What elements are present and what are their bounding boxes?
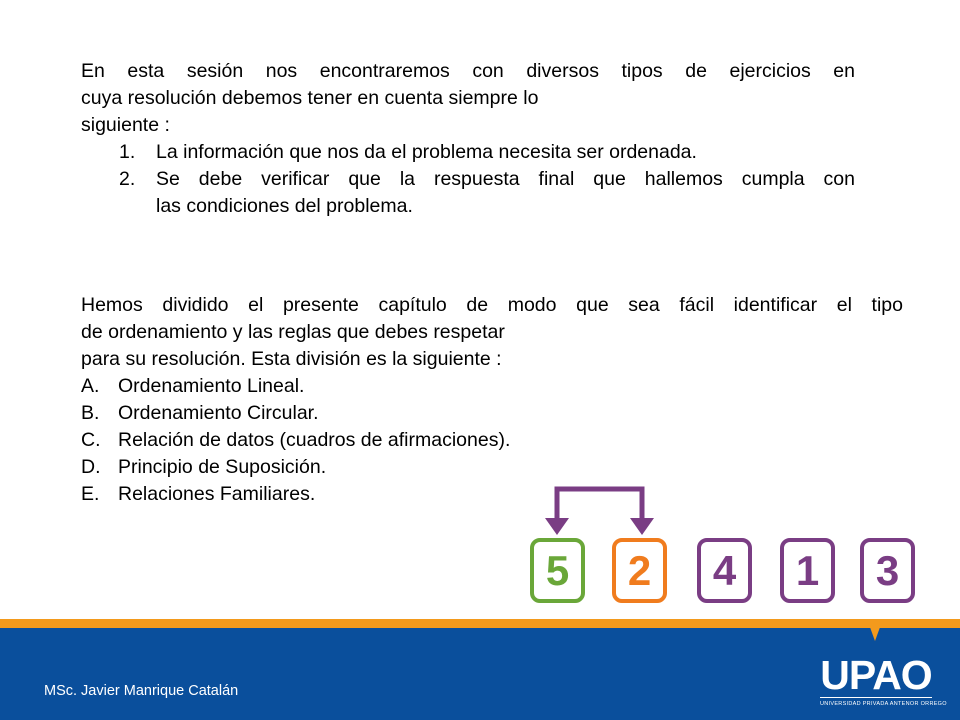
list-item-text: Ordenamiento Circular. xyxy=(118,402,319,424)
list-marker: 2. xyxy=(119,168,136,190)
footer-accent-notch xyxy=(867,619,883,641)
upao-logo xyxy=(820,652,947,708)
number-box-value: 4 xyxy=(712,546,737,594)
author-name: MSc. Javier Manrique Catalán xyxy=(44,683,239,699)
number-box-value: 5 xyxy=(545,546,570,594)
number-box-4 xyxy=(780,538,835,603)
list-item-text: las condiciones del problema. xyxy=(156,195,413,217)
list-item-text: Se debe verificar que la respuesta final que hallemos cumpla con xyxy=(156,168,855,190)
division-line-3: para su resolución. Esta división es la siguiente : xyxy=(81,348,502,370)
list-item-text: La información que nos da el problema necesita ser ordenada. xyxy=(156,141,697,163)
number-box-3 xyxy=(697,538,752,603)
swap-arrow-path xyxy=(557,489,642,521)
number-box-value: 1 xyxy=(795,546,820,594)
arrowhead-right xyxy=(630,518,654,535)
footer-band xyxy=(0,619,960,720)
list-marker: D. xyxy=(81,456,101,478)
number-box-value: 3 xyxy=(875,546,900,594)
number-box-5 xyxy=(860,538,915,603)
arrowhead-left xyxy=(545,518,569,535)
division-line-1: Hemos dividido el presente capítulo de modo que sea fácil identificar el tipo xyxy=(81,294,903,316)
list-item-text: Relación de datos (cuadros de afirmaciones). xyxy=(118,429,511,451)
logo-subtitle: UNIVERSIDAD PRIVADA ANTENOR ORREGO xyxy=(820,697,932,708)
number-box-1 xyxy=(530,538,585,603)
number-box-2 xyxy=(612,538,667,603)
list-item-text: Relaciones Familiares. xyxy=(118,483,316,505)
list-item-text: Ordenamiento Lineal. xyxy=(118,375,305,397)
list-marker: E. xyxy=(81,483,100,505)
footer-accent-strip xyxy=(0,619,960,628)
intro-line-3: siguiente : xyxy=(81,114,170,136)
list-marker: C. xyxy=(81,429,101,451)
number-box-value: 2 xyxy=(627,546,652,594)
logo-text: UPAO xyxy=(820,652,932,698)
list-marker: A. xyxy=(81,375,100,397)
intro-line-2: cuya resolución debemos tener en cuenta siempre lo xyxy=(81,87,539,109)
list-item-text: Principio de Suposición. xyxy=(118,456,327,478)
intro-line-1: En esta sesión nos encontraremos con diversos tipos de ejercicios en xyxy=(81,60,855,82)
list-marker: 1. xyxy=(119,141,136,163)
division-line-2: de ordenamiento y las reglas que debes respetar xyxy=(81,321,505,343)
list-marker: B. xyxy=(81,402,100,424)
